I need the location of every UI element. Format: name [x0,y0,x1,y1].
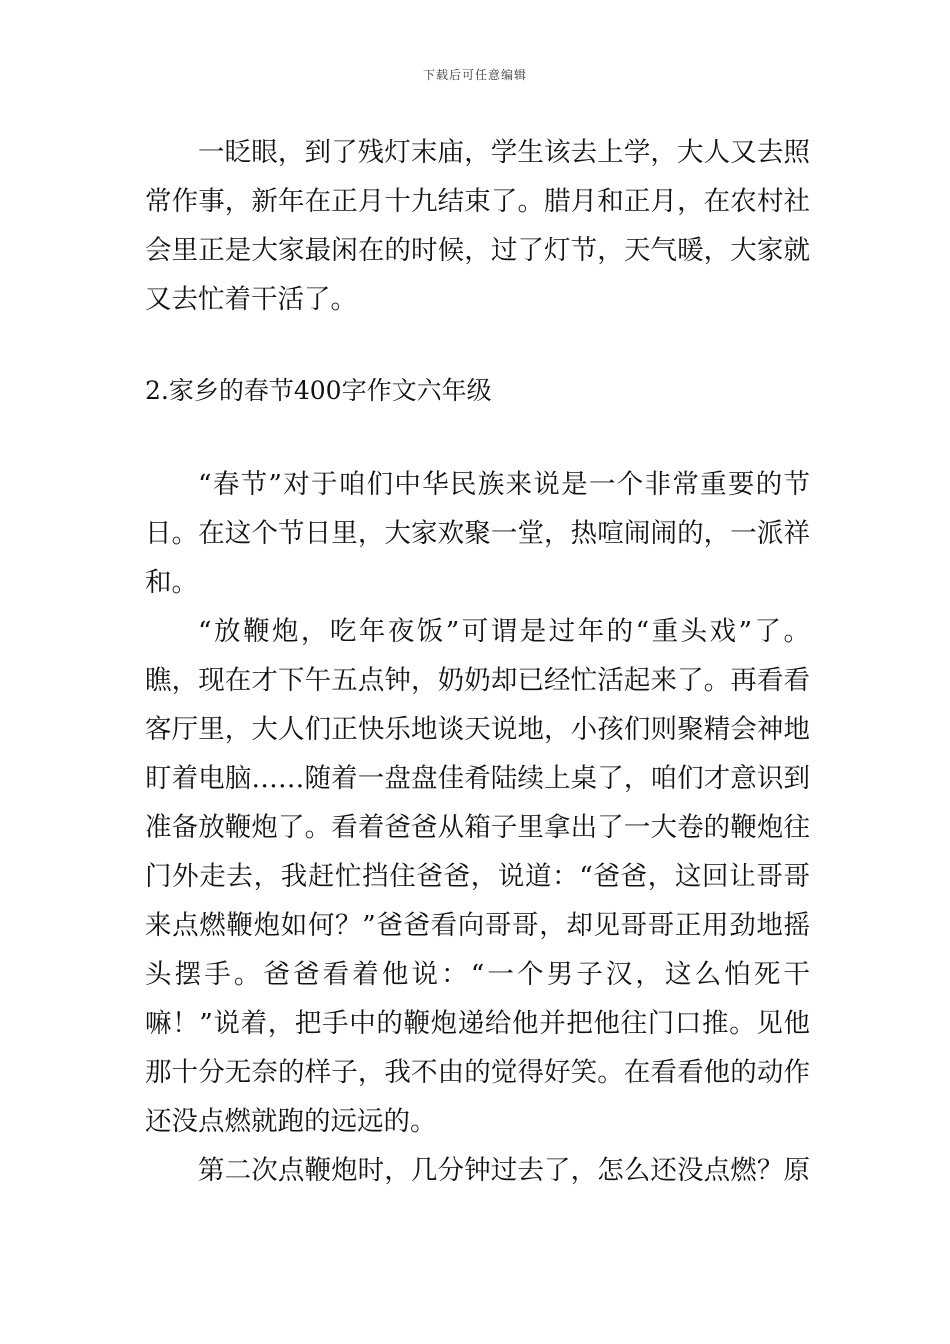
paragraph-line: 头摆手。爸爸看着他说：“一个男子汉，这么怕死干 [145,959,810,990]
paragraph-line: 日。在这个节日里，大家欢聚一堂，热喧闹闹的，一派祥 [145,518,810,549]
paragraph-line: 常作事，新年在正月十九结束了。腊月和正月，在农村社 [145,186,810,217]
paragraph-line: 盯着电脑……随着一盘盘佳肴陆续上桌了，咱们才意识到 [145,763,810,794]
paragraph-line: “春节”对于咱们中华民族来说是一个非常重要的节 [198,469,810,500]
paragraph-2 [145,460,810,607]
paragraph-line: 和。 [145,567,198,598]
paragraph-4 [145,1146,810,1195]
paragraph-line: 瞧，现在才下午五点钟，奶奶却已经忙活起来了。再看看 [145,665,810,696]
paragraph-1 [145,128,810,324]
paragraph-line: 那十分无奈的样子，我不由的觉得好笑。在看看他的动作 [145,1057,810,1088]
paragraph-line: 嘛！”说着，把手中的鞭炮递给他并把他往门口推。见他 [145,1008,810,1039]
paragraph-line: 准备放鞭炮了。看着爸爸从箱子里拿出了一大卷的鞭炮往 [145,812,810,843]
paragraph-line: 又去忙着干活了。 [145,284,357,315]
document-body [145,128,810,1195]
paragraph-line: 来点燃鞭炮如何？”爸爸看向哥哥，却见哥哥正用劲地摇 [145,910,810,941]
paragraph-line: 一眨眼，到了残灯末庙，学生该去上学，大人又去照 [198,137,810,168]
section-heading: 2.家乡的春节400字作文六年级 [145,376,492,405]
paragraph-line: 会里正是大家最闲在的时候，过了灯节，天气暖，大家就 [145,235,810,266]
paragraph-line: 还没点燃就跑的远远的。 [145,1106,437,1137]
paragraph-3 [145,607,810,1146]
paragraph-line: “放鞭炮，吃年夜饭”可谓是过年的“重头戏”了。 [198,616,810,647]
paragraph-line: 门外走去，我赶忙挡住爸爸，说道：“爸爸，这回让哥哥 [145,861,810,892]
page-header: 下载后可任意编辑 [422,68,527,82]
paragraph-line: 第二次点鞭炮时，几分钟过去了，怎么还没点燃？原 [198,1155,810,1186]
paragraph-line: 客厅里，大人们正快乐地谈天说地，小孩们则聚精会神地 [145,714,810,745]
